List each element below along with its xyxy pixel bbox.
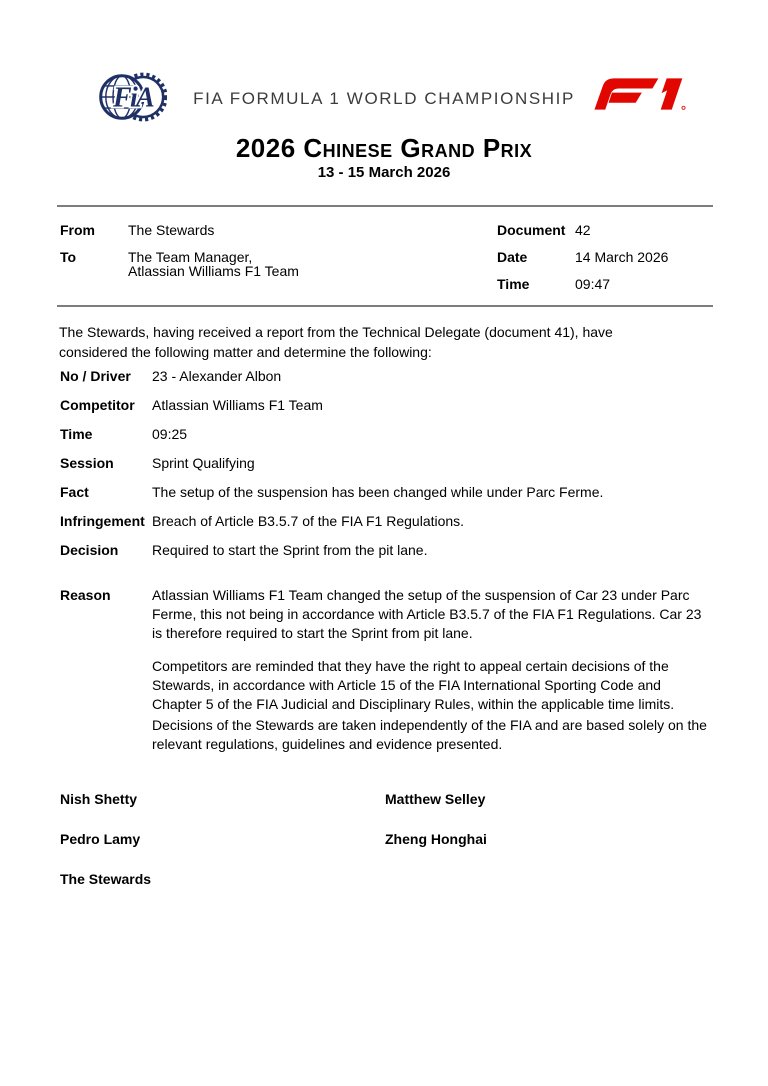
meta-row-from (60, 223, 299, 237)
field-value: 23 - Alexander Albon (152, 368, 282, 384)
reason-paragraph: Competitors are reminded that they have the right to appeal certain decisions of the Stewards, in accordance with Article 15 of the FIA International Sporting Code and Chapter 5 of the FIA Judicial and Disciplinary Rules, within the applicable time limits. (152, 658, 675, 712)
meta-row-date (497, 250, 668, 264)
field-row-fact (60, 484, 712, 501)
fia-logo-icon (99, 63, 167, 131)
reason-paragraph: Decisions of the Stewards are taken independently of the FIA and are based solely on the relevant regulations, guidelines and evidence presented. (152, 717, 707, 752)
field-row-session (60, 455, 712, 472)
championship-title: FIA FORMULA 1 WORLD CHAMPIONSHIP (193, 89, 575, 108)
field-row-competitor (60, 397, 712, 414)
signature-name: Zheng Honghai (385, 831, 487, 847)
meta-from-to (60, 223, 299, 291)
to-value-line1: The Team Manager, (128, 249, 253, 265)
meta-table (57, 205, 713, 307)
field-label: Decision (60, 542, 119, 558)
event-dates: 13 - 15 March 2026 (317, 164, 451, 181)
svg-text:FiA: FiA (112, 82, 154, 114)
signature-row (60, 791, 712, 808)
field-value: Required to start the Sprint from the pit lane. (152, 542, 428, 558)
signature-name: Nish Shetty (60, 791, 138, 807)
date-value: 14 March 2026 (575, 249, 669, 265)
meta-row-to (60, 250, 299, 278)
field-value: 09:25 (152, 426, 188, 442)
field-row-time (60, 426, 712, 443)
to-label: To (60, 249, 77, 265)
reason-section (60, 586, 712, 754)
from-label: From (60, 222, 95, 238)
field-label: No / Driver (60, 368, 131, 384)
from-value: The Stewards (128, 222, 215, 238)
meta-row-document (497, 223, 668, 237)
field-label: Session (60, 455, 114, 471)
signature-footer: The Stewards (60, 871, 152, 887)
field-label: Fact (60, 484, 89, 500)
document-value: 42 (575, 222, 591, 238)
to-value-line2: Atlassian Williams F1 Team (128, 263, 299, 279)
signature-row (60, 831, 712, 848)
field-label: Competitor (60, 397, 135, 413)
meta-document-info (497, 223, 668, 304)
intro-paragraph: The Stewards, having received a report from the Technical Delegate (document 41), have considered the following matter and determine the following: (59, 324, 613, 360)
signature-name: Matthew Selley (385, 791, 486, 807)
signature-row (60, 871, 712, 888)
date-label: Date (497, 249, 528, 265)
document-label: Document (497, 222, 566, 238)
field-label: Infringement (60, 513, 145, 529)
signature-name: Pedro Lamy (60, 831, 141, 847)
reason-paragraph: Atlassian Williams F1 Team changed the setup of the suspension of Car 23 under Parc Ferme, this not being in accordance with Article B3.5.7 of the FIA F1 Regulations. Car 23 is therefore required to start the Sprint from pit lane. (152, 587, 702, 641)
field-value: The setup of the suspension has been changed while under Parc Ferme. (152, 484, 604, 500)
event-title: 2026 Chinese Grand Prix (235, 133, 533, 163)
reason-label: Reason (60, 587, 111, 603)
to-value (128, 250, 299, 278)
f1-logo-icon (594, 76, 686, 112)
field-value: Breach of Article B3.5.7 of the FIA F1 Regulations. (152, 513, 465, 529)
field-row-infringement (60, 513, 712, 530)
time-label: Time (497, 276, 530, 292)
field-row-decision (60, 542, 712, 559)
decision-fields (60, 368, 712, 571)
reason-body (152, 586, 708, 754)
signatures-section (60, 791, 712, 911)
field-row-no-driver (60, 368, 712, 385)
time-value: 09:47 (575, 276, 611, 292)
meta-row-time (497, 277, 668, 291)
field-value: Atlassian Williams F1 Team (152, 397, 323, 413)
field-value: Sprint Qualifying (152, 455, 255, 471)
field-label: Time (60, 426, 93, 442)
